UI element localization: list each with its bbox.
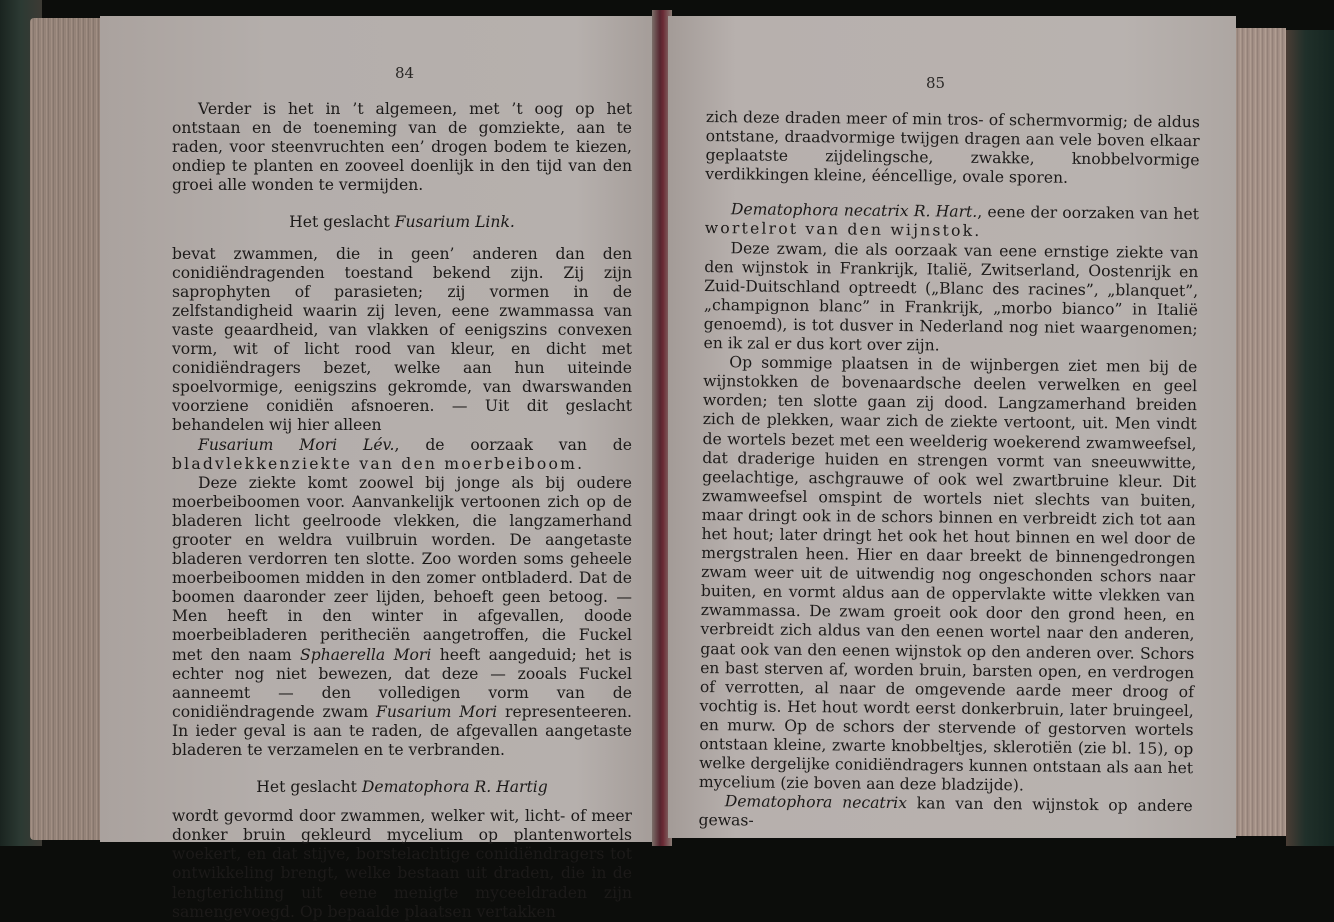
paragraph: Verder is het in ’t algemeen, met ’t oog op het ontstaan en de toeneming van de gomziekte, aan te raden, voor steenvruchten een’ drogen bodem te kiezen, ondiep te planten en zooveel doenlijk in den tijd van den groei alle wonden te vermijden. xyxy=(172,100,632,195)
paragraph xyxy=(172,474,632,760)
text-run: , de oorzaak van de xyxy=(394,435,632,454)
species-name: Dematophora necatrix xyxy=(724,792,908,813)
heading-prefix: Het geslacht xyxy=(289,213,395,232)
species-name: Dematophora necatrix R. Hart. xyxy=(730,200,978,222)
book-cover-right-edge xyxy=(1286,30,1334,846)
text-run: kan van den wijnstok op andere gewas- xyxy=(698,794,1193,830)
right-page-text xyxy=(698,108,1200,836)
paragraph: bevat zwammen, die in geen’ anderen dan den conidiëndragenden toestand bekend zijn. Zij zijn saprophyten of parasieten; zij vormen in de zelfstandigheid waarin zij leven, eene zwammassa van vaste geaardheid, van vlakken of eenigszins convexen vorm, wit of licht rood van kleur, en dicht met conidiëndragers bezet, welke aan hun uiteinde spoelvormige, eenigszins gekromde, van dwarswanden voorziene conidiën afsnoeren. — Uit dit geslacht behandelen wij hier alleen xyxy=(172,244,632,435)
disease-name: bladvlekkenziekte van den moerbeiboom. xyxy=(172,454,585,473)
left-page-text xyxy=(172,100,632,922)
paragraph xyxy=(705,200,1199,243)
paragraph: Deze zwam, die als oorzaak van eene ernstige ziekte van den wijnstok in Frankrijk, Italië, Zwitserland, Oostenrijk en Zuid-Duitschland optreedt („Blanc des racines”, „blanquet”, „champignon blanc” in Frankrijk, „morbo bianco” in Italië genoemd), is tot dusver in Nederland nog niet waargenomen; en ik zal er dus kort over zijn. xyxy=(703,238,1199,355)
right-page xyxy=(668,16,1236,838)
paragraph: Op sommige plaatsen in de wijnbergen ziet men bij de wijnstokken de bovenaardsche deelen verwelken en geel worden; ten slotte gaan zij dood. Langzamerhand breiden zich de plekken, waar zich de ziekte vertoont, uit. Men vindt de wortels bezet met een weelderig woekerend zwamweefsel, dat draderige huiden en strengen vormt van sneeuwwitte, geelachtige, aschgrauwe of ook wel zwartbruine kleur. Dit zwamweefsel omspint de wortels niet slechts van buiten, maar dringt ook in de schors binnen en verbreidt zich tot aan het hout; later dringt het ook het hout binnen en wel door de mergstralen heen. Hier en daar breekt de binnengedrongen zwam weer uit de uitwendig nog ongeschonden schors naar buiten, en vormt aldus aan de oppervlakte witte vlekken van zwammassa. De zwam groeit ook door den grond heen, en verbreidt zich aldus van den eenen wortel naar den anderen, gaat ook van den eenen wijnstok op den anderen over. Schors en bast sterven af, worden bruin, barsten open, en verdrogen of verrotten, al naar de omgevende aarde meer droog of vochtig is. Het hout wordt eerst donkerbruin, later bruingeel, en murw. Op de schors der stervende of gestorven wortels ontstaan kleine, zwarte knobbeltjes, sklerotiën (zie bl. 15), op welke dergelijke conidiëndragers kunnen ontstaan als aan het mycelium (zie boven aan deze bladzijde). xyxy=(698,353,1198,795)
paragraph xyxy=(698,792,1192,835)
text-run: representeeren. In ieder geval is aan te raden, de afgevallen aangetaste bladeren te verzamelen en te verbranden. xyxy=(172,702,633,759)
section-heading-dematophora xyxy=(172,778,632,797)
heading-prefix: Het geslacht xyxy=(256,778,362,797)
disease-name: wortelrot van den wijnstok. xyxy=(704,219,982,241)
left-page xyxy=(100,16,660,921)
genus-name: Fusarium Link. xyxy=(394,213,515,232)
text-run: , eene der oorzaken van het xyxy=(977,203,1199,224)
section-heading-fusarium xyxy=(172,213,632,232)
species-name: Fusarium Mori Lév. xyxy=(198,435,395,454)
paragraph: wordt gevormd door zwammen, welker wit, licht- of meer donker bruin gekleurd mycelium op plantenwortels woekert, en dat stijve, borstelachtige conidiëndragers tot ontwikkeling brengt, welke bestaan uit draden, die in de lengterichting uit eene menigte myceeldraden zijn samengevoegd. Op bepaalde plaatsen vertakken xyxy=(172,807,632,921)
page-number-right: 85 xyxy=(926,74,946,92)
paragraph xyxy=(172,436,632,474)
text-run: heeft aangeduid; het is echter nog niet bewezen, dat deze — zooals Fuckel aanneemt — den volledigen vorm van de conidiëndragende zwam xyxy=(172,645,632,721)
species-name: Sphaerella Mori xyxy=(300,645,432,664)
text-run: Deze ziekte komt zoowel bij jonge als bij oudere moerbeiboomen voor. Aanvankelijk vertoonen zich op de bladeren licht geelroode vlekken, die langzamerhand grooter en weldra vuilbruin worden. De aangetaste bladeren verdorren ten slotte. Zoo worden soms geheele moerbeiboomen midden in den zomer ontbladerd. Dat de boomen daaronder zeer lijden, behoeft geen betoog. — Men heeft in den winter in afgevallen, doode moerbeibladeren peritheciën aangetroffen, die Fuckel met den naam xyxy=(172,473,632,664)
genus-name: Dematophora R. Hartig xyxy=(361,778,548,797)
page-number-left: 84 xyxy=(395,64,415,82)
paragraph: zich deze draden meer of min tros- of schermvormig; de aldus ontstane, draadvormige twijgen dragen aan vele boven elkaar geplaatste zijdelingsche, zwakke, knobbelvormige verdikkingen kleine, ééncellige, ovale sporen. xyxy=(705,108,1200,188)
species-name: Fusarium Mori xyxy=(376,702,498,721)
page-stack-left xyxy=(30,18,110,840)
